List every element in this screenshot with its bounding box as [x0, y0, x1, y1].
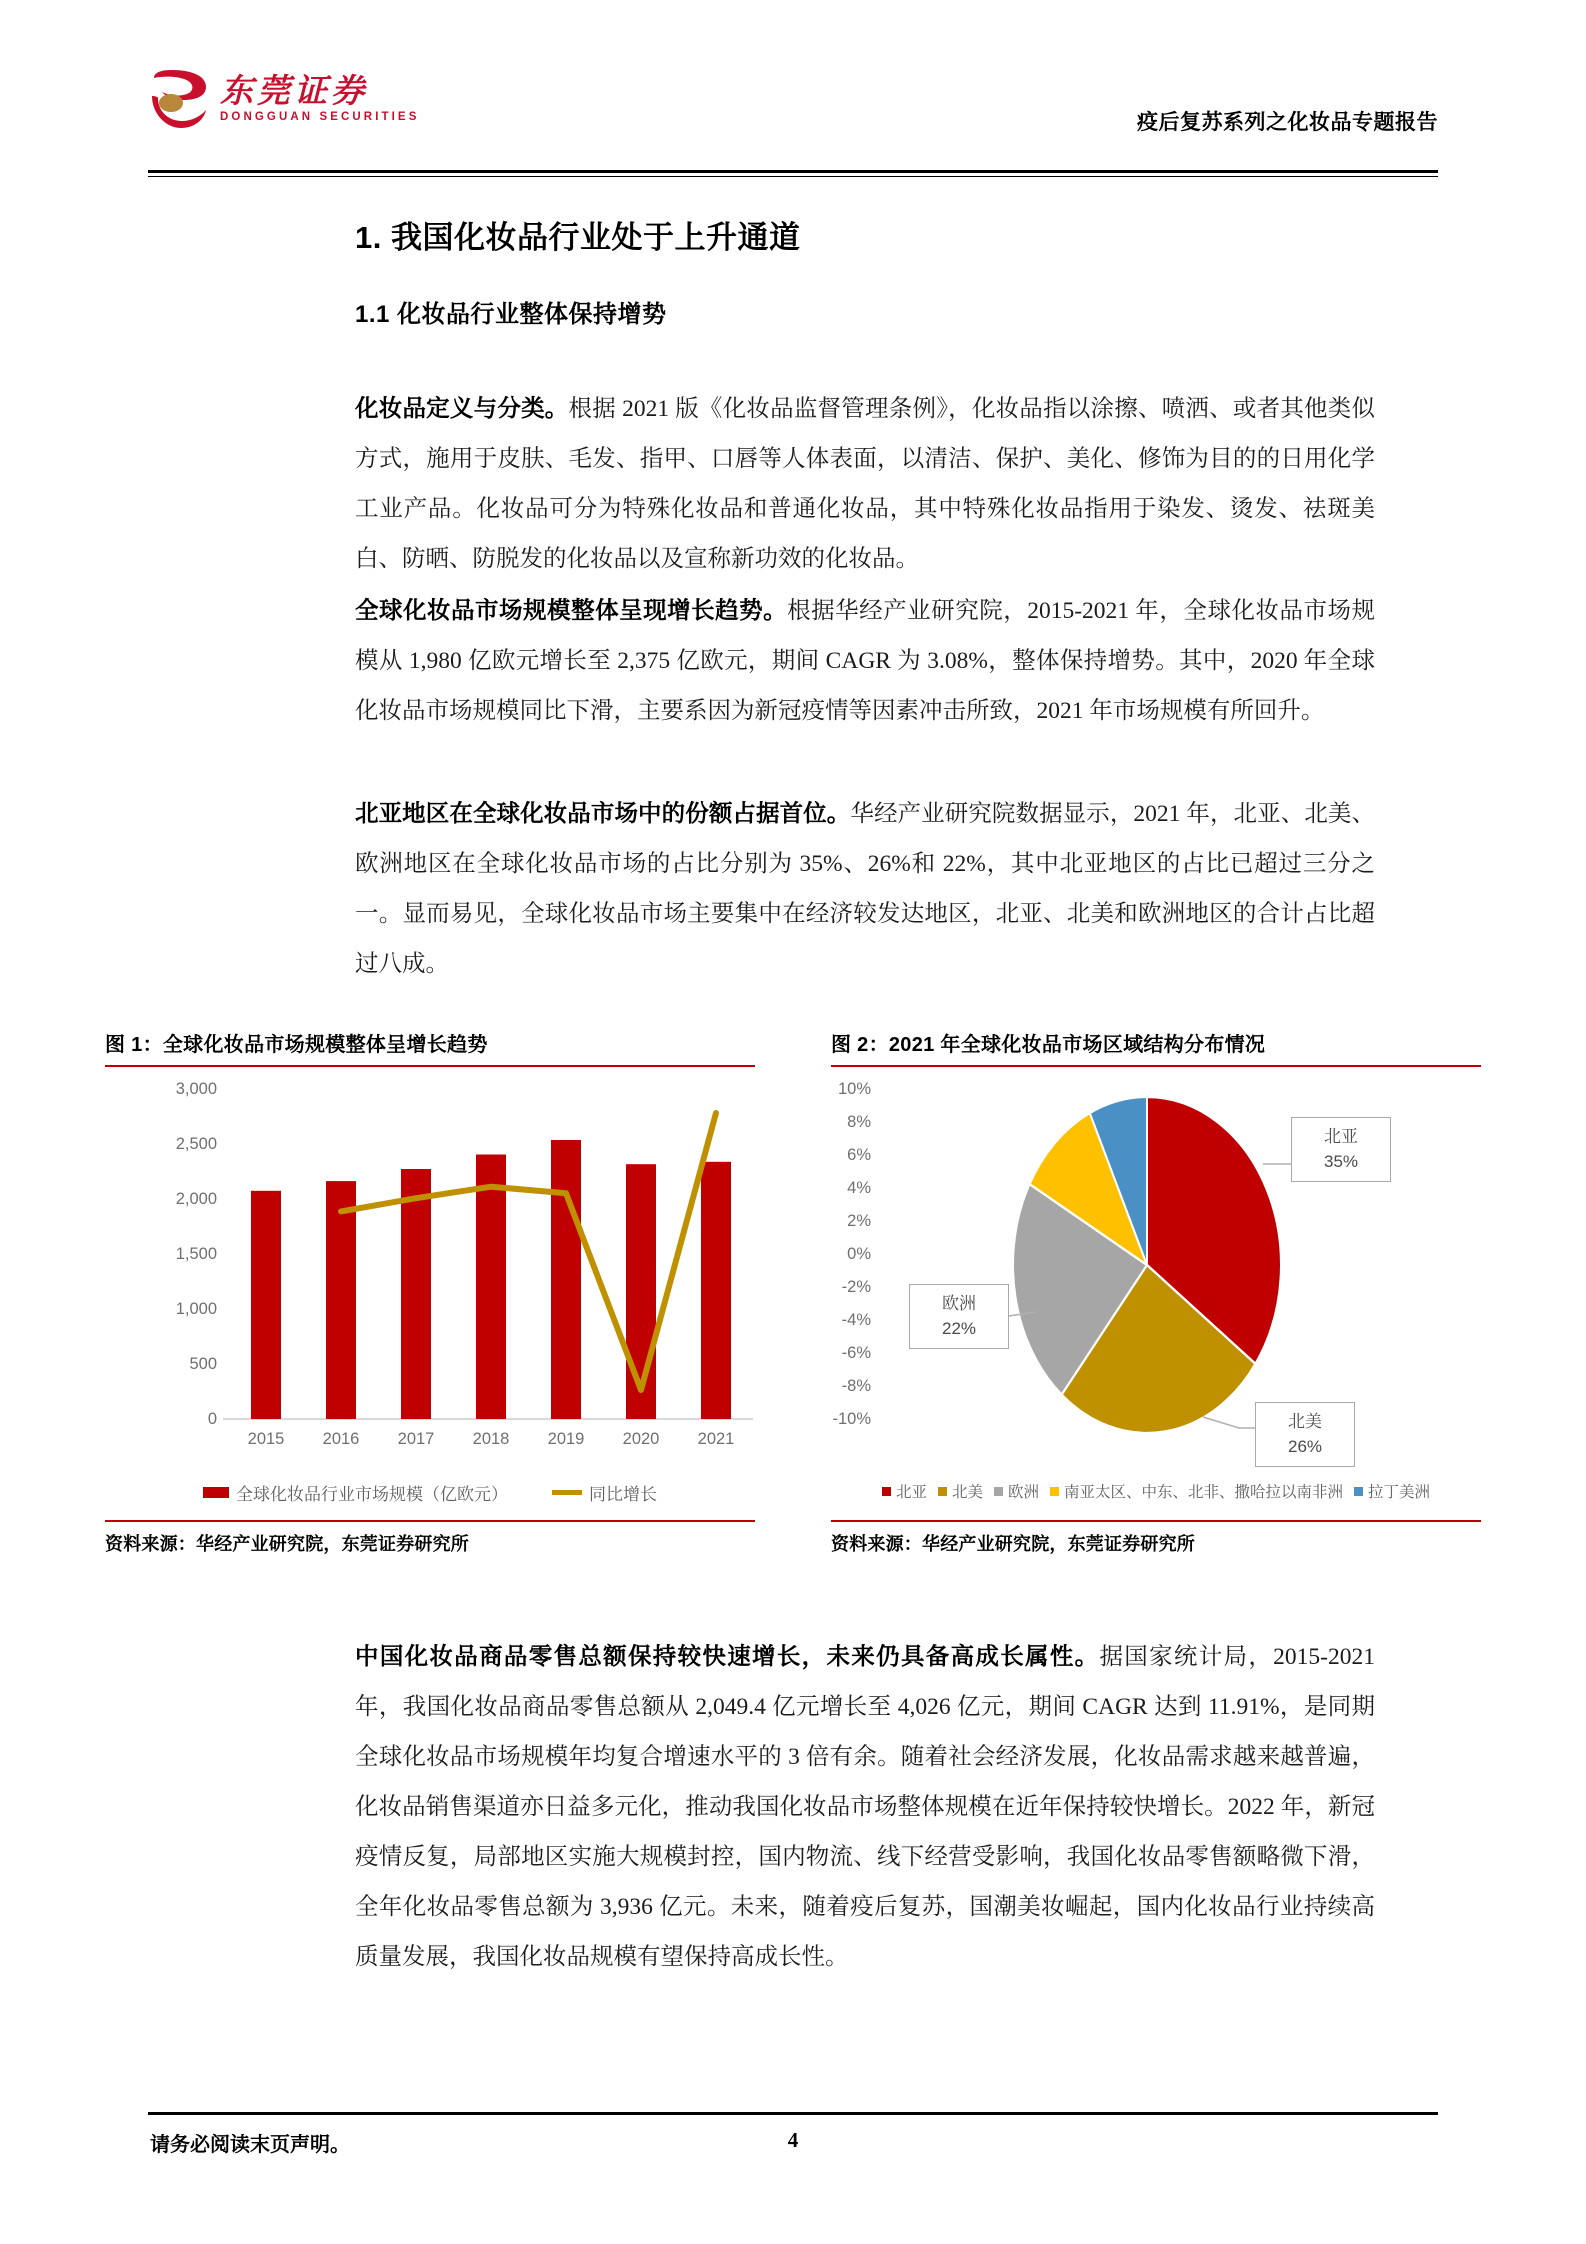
legend-item-south-asia-pacific: [1050, 1480, 1343, 1502]
y2-tick-neg2: -2%: [841, 1278, 871, 1296]
paragraph-lead: 北亚地区在全球化妆品市场中的份额占据首位。: [355, 800, 851, 827]
figure-1-source: 资料来源：华经产业研究院，东莞证券研究所: [105, 1534, 469, 1554]
x-tick-2021: 2021: [697, 1430, 735, 1448]
figure-2: [831, 1028, 1481, 1568]
paragraph-body: 根据 2021 版《化妆品监督管理条例》，化妆品指以涂擦、喷洒、或者其他类似方式，施用于皮肤、毛发、指甲、口唇等人体表面，以清洁、保护、美化、修饰为目的的日用化学工业产品。化妆品可分为特殊化妆品和普通化妆品，其中特殊化妆品指用于染发、烫发、祛斑美白、防晒、防脱发的化妆品以及宣称新功效的化妆品。: [355, 395, 1376, 572]
y2-tick-neg8: -8%: [841, 1377, 871, 1395]
figure-1-bottom-rule: [105, 1520, 755, 1522]
y-tick-2000: 2,000: [175, 1190, 217, 1208]
callout-label-europe: 欧洲: [942, 1294, 976, 1313]
x-tick-2019: 2019: [547, 1430, 585, 1448]
report-title: 疫后复苏系列之化妆品专题报告: [1137, 111, 1438, 134]
footer-page-number: 4: [787, 2128, 799, 2152]
page-header: [148, 70, 1438, 150]
legend-swatch-line-icon: [552, 1490, 582, 1495]
paragraph-body: 根据华经产业研究院，2015-2021 年，全球化妆品市场规模从 1,980 亿欧元增长至 2,375 亿欧元，期间 CAGR 为 3.08%，整体保持增势。其中，2020 年全球化妆品市场规模同比下滑，主要系因为新冠疫情等因素冲击所致，2021 年市场规模有所回升。: [355, 597, 1375, 724]
footer-divider: [148, 2112, 1438, 2115]
callout-europe: [909, 1284, 1009, 1349]
paragraph-body: 据国家统计局，2015-2021 年，我国化妆品商品零售总额从 2,049.4 亿元增长至 4,026 亿元，期间 CAGR 达到 11.91%，是同期全球化妆品市场规模年均复合增速水平的 3 倍有余。随着社会经济发展，化妆品需求越来越普遍，化妆品销售渠道亦日益多元化，推动我国化妆品市场整体规模在近年保持较快增长。2022 年，新冠疫情反复，局部地区实施大规模封控，国内物流、线下经营受影响，我国化妆品零售额略微下滑，全年化妆品零售总额为 3,936 亿元。未来，随着疫后复苏，国潮美妆崛起，国内化妆品行业持续高质量发展，我国化妆品规模有望保持高成长性。: [355, 1643, 1376, 1970]
y2-tick-0: 0%: [847, 1245, 871, 1263]
figure-1-caption: 图 1：全球化妆品市场规模整体呈增长趋势: [105, 1034, 488, 1056]
figure-2-bottom-rule: [831, 1520, 1481, 1522]
dongguan-securities-logo-icon: [148, 70, 210, 128]
callout-label-north-america: 北美: [1288, 1412, 1322, 1431]
legend-label-yoy-growth: 同比增长: [589, 1485, 657, 1504]
x-tick-2020: 2020: [622, 1430, 660, 1448]
x-tick-2015: 2015: [247, 1430, 285, 1448]
line-series: [341, 1113, 716, 1390]
y2-tick-neg6: -6%: [841, 1344, 871, 1362]
y-tick-0: 0: [207, 1410, 217, 1428]
callout-leader-north-america: [1203, 1417, 1261, 1428]
paragraph-north-asia-share: [355, 789, 1375, 989]
y2-tick-2: 2%: [847, 1212, 871, 1230]
y-tick-2500: 2,500: [175, 1135, 217, 1153]
paragraph-global-market: [355, 586, 1375, 736]
callout-value-north-asia: 35%: [1323, 1151, 1359, 1171]
footer-disclaimer: 请务必阅读末页声明。: [150, 2134, 350, 2156]
legend-swatch-bar-icon: [203, 1487, 229, 1498]
legend-item-market-size: [203, 1480, 508, 1505]
callout-north-asia: [1291, 1117, 1391, 1182]
y-tick-3000: 3,000: [175, 1080, 217, 1098]
figure-2-plot: [831, 1072, 1481, 1472]
x-tick-2018: 2018: [472, 1430, 510, 1448]
figure-1-plot: [105, 1072, 755, 1472]
y2-tick-8: 8%: [847, 1113, 871, 1131]
paragraph-lead: 全球化妆品市场规模整体呈现增长趋势。: [355, 597, 788, 624]
header-divider-thin: [148, 176, 1438, 177]
x-tick-2017: 2017: [397, 1430, 435, 1448]
legend-swatch-south-asia-pacific-icon: [1050, 1487, 1059, 1496]
callout-value-europe: 22%: [941, 1318, 977, 1338]
section-heading-1-1: 1.1 化妆品行业整体保持增势: [355, 301, 667, 328]
legend-item-yoy-growth: [552, 1480, 657, 1505]
logo-text: [220, 75, 419, 124]
y2-tick-neg10: -10%: [832, 1410, 871, 1428]
legend-swatch-latin-america-icon: [1354, 1487, 1363, 1496]
callout-north-america: [1255, 1402, 1355, 1467]
legend-label-latin-america: 拉丁美洲: [1368, 1484, 1431, 1501]
figure-1-top-rule: [105, 1065, 755, 1067]
paragraph-lead: 中国化妆品商品零售总额保持较快速增长，未来仍具备高成长属性。: [355, 1643, 1100, 1670]
legend-label-south-asia-pacific: 南亚太区、中东、北非、撒哈拉以南非洲: [1064, 1484, 1344, 1501]
figure-2-source: 资料来源：华经产业研究院，东莞证券研究所: [831, 1534, 1195, 1554]
y-tick-1500: 1,500: [175, 1245, 217, 1263]
legend-label-north-asia: 北亚: [895, 1484, 927, 1501]
company-logo: [148, 70, 419, 128]
y2-tick-neg4: -4%: [841, 1311, 871, 1329]
paragraph-definition: [355, 384, 1375, 584]
figure-2-caption: 图 2：2021 年全球化妆品市场区域结构分布情况: [831, 1034, 1266, 1056]
legend-item-north-america: [938, 1480, 983, 1502]
legend-item-north-asia: [882, 1480, 927, 1502]
legend-item-europe: [994, 1480, 1039, 1502]
callout-label-north-asia: 北亚: [1324, 1127, 1358, 1146]
pie-slices: [1013, 1097, 1281, 1433]
y2-tick-10: 10%: [837, 1080, 871, 1098]
y2-tick-6: 6%: [847, 1146, 871, 1164]
legend-swatch-north-asia-icon: [882, 1487, 891, 1496]
header-divider-thick: [148, 170, 1438, 173]
paragraph-lead: 化妆品定义与分类。: [355, 395, 569, 422]
bar-series: [251, 1140, 731, 1419]
figure-2-top-rule: [831, 1065, 1481, 1067]
figure-1: [105, 1028, 755, 1568]
paragraph-body: 华经产业研究院数据显示，2021 年，北亚、北美、欧洲地区在全球化妆品市场的占比分别为 35%、26%和 22%，其中北亚地区的占比已超过三分之一。显而易见，全球化妆品市场主要集中在经济较发达地区，北亚、北美和欧洲地区的合计占比超过八成。: [355, 800, 1376, 977]
logo-name-en: DONGGUAN SECURITIES: [220, 111, 420, 124]
y-tick-1000: 1,000: [175, 1300, 217, 1318]
logo-name-cn: 东莞证券: [220, 73, 368, 110]
legend-label-north-america: 北美: [951, 1484, 983, 1501]
y-tick-500: 500: [189, 1355, 217, 1373]
legend-item-latin-america: [1354, 1480, 1430, 1502]
section-heading-1: 1. 我国化妆品行业处于上升通道: [355, 220, 801, 255]
x-tick-2016: 2016: [322, 1430, 360, 1448]
y2-tick-4: 4%: [847, 1179, 871, 1197]
figure-block: [105, 1028, 1481, 1568]
callout-value-north-america: 26%: [1287, 1436, 1323, 1456]
legend-label-europe: 欧洲: [1007, 1484, 1039, 1501]
figure-2-legend: [831, 1480, 1481, 1502]
paragraph-china-retail: [355, 1632, 1375, 1982]
figure-1-legend: [105, 1480, 755, 1505]
callout-leader-north-asia: [1263, 1144, 1293, 1164]
legend-swatch-europe-icon: [994, 1487, 1003, 1496]
legend-label-market-size: 全球化妆品行业市场规模（亿欧元）: [236, 1485, 508, 1504]
legend-swatch-north-america-icon: [938, 1487, 947, 1496]
